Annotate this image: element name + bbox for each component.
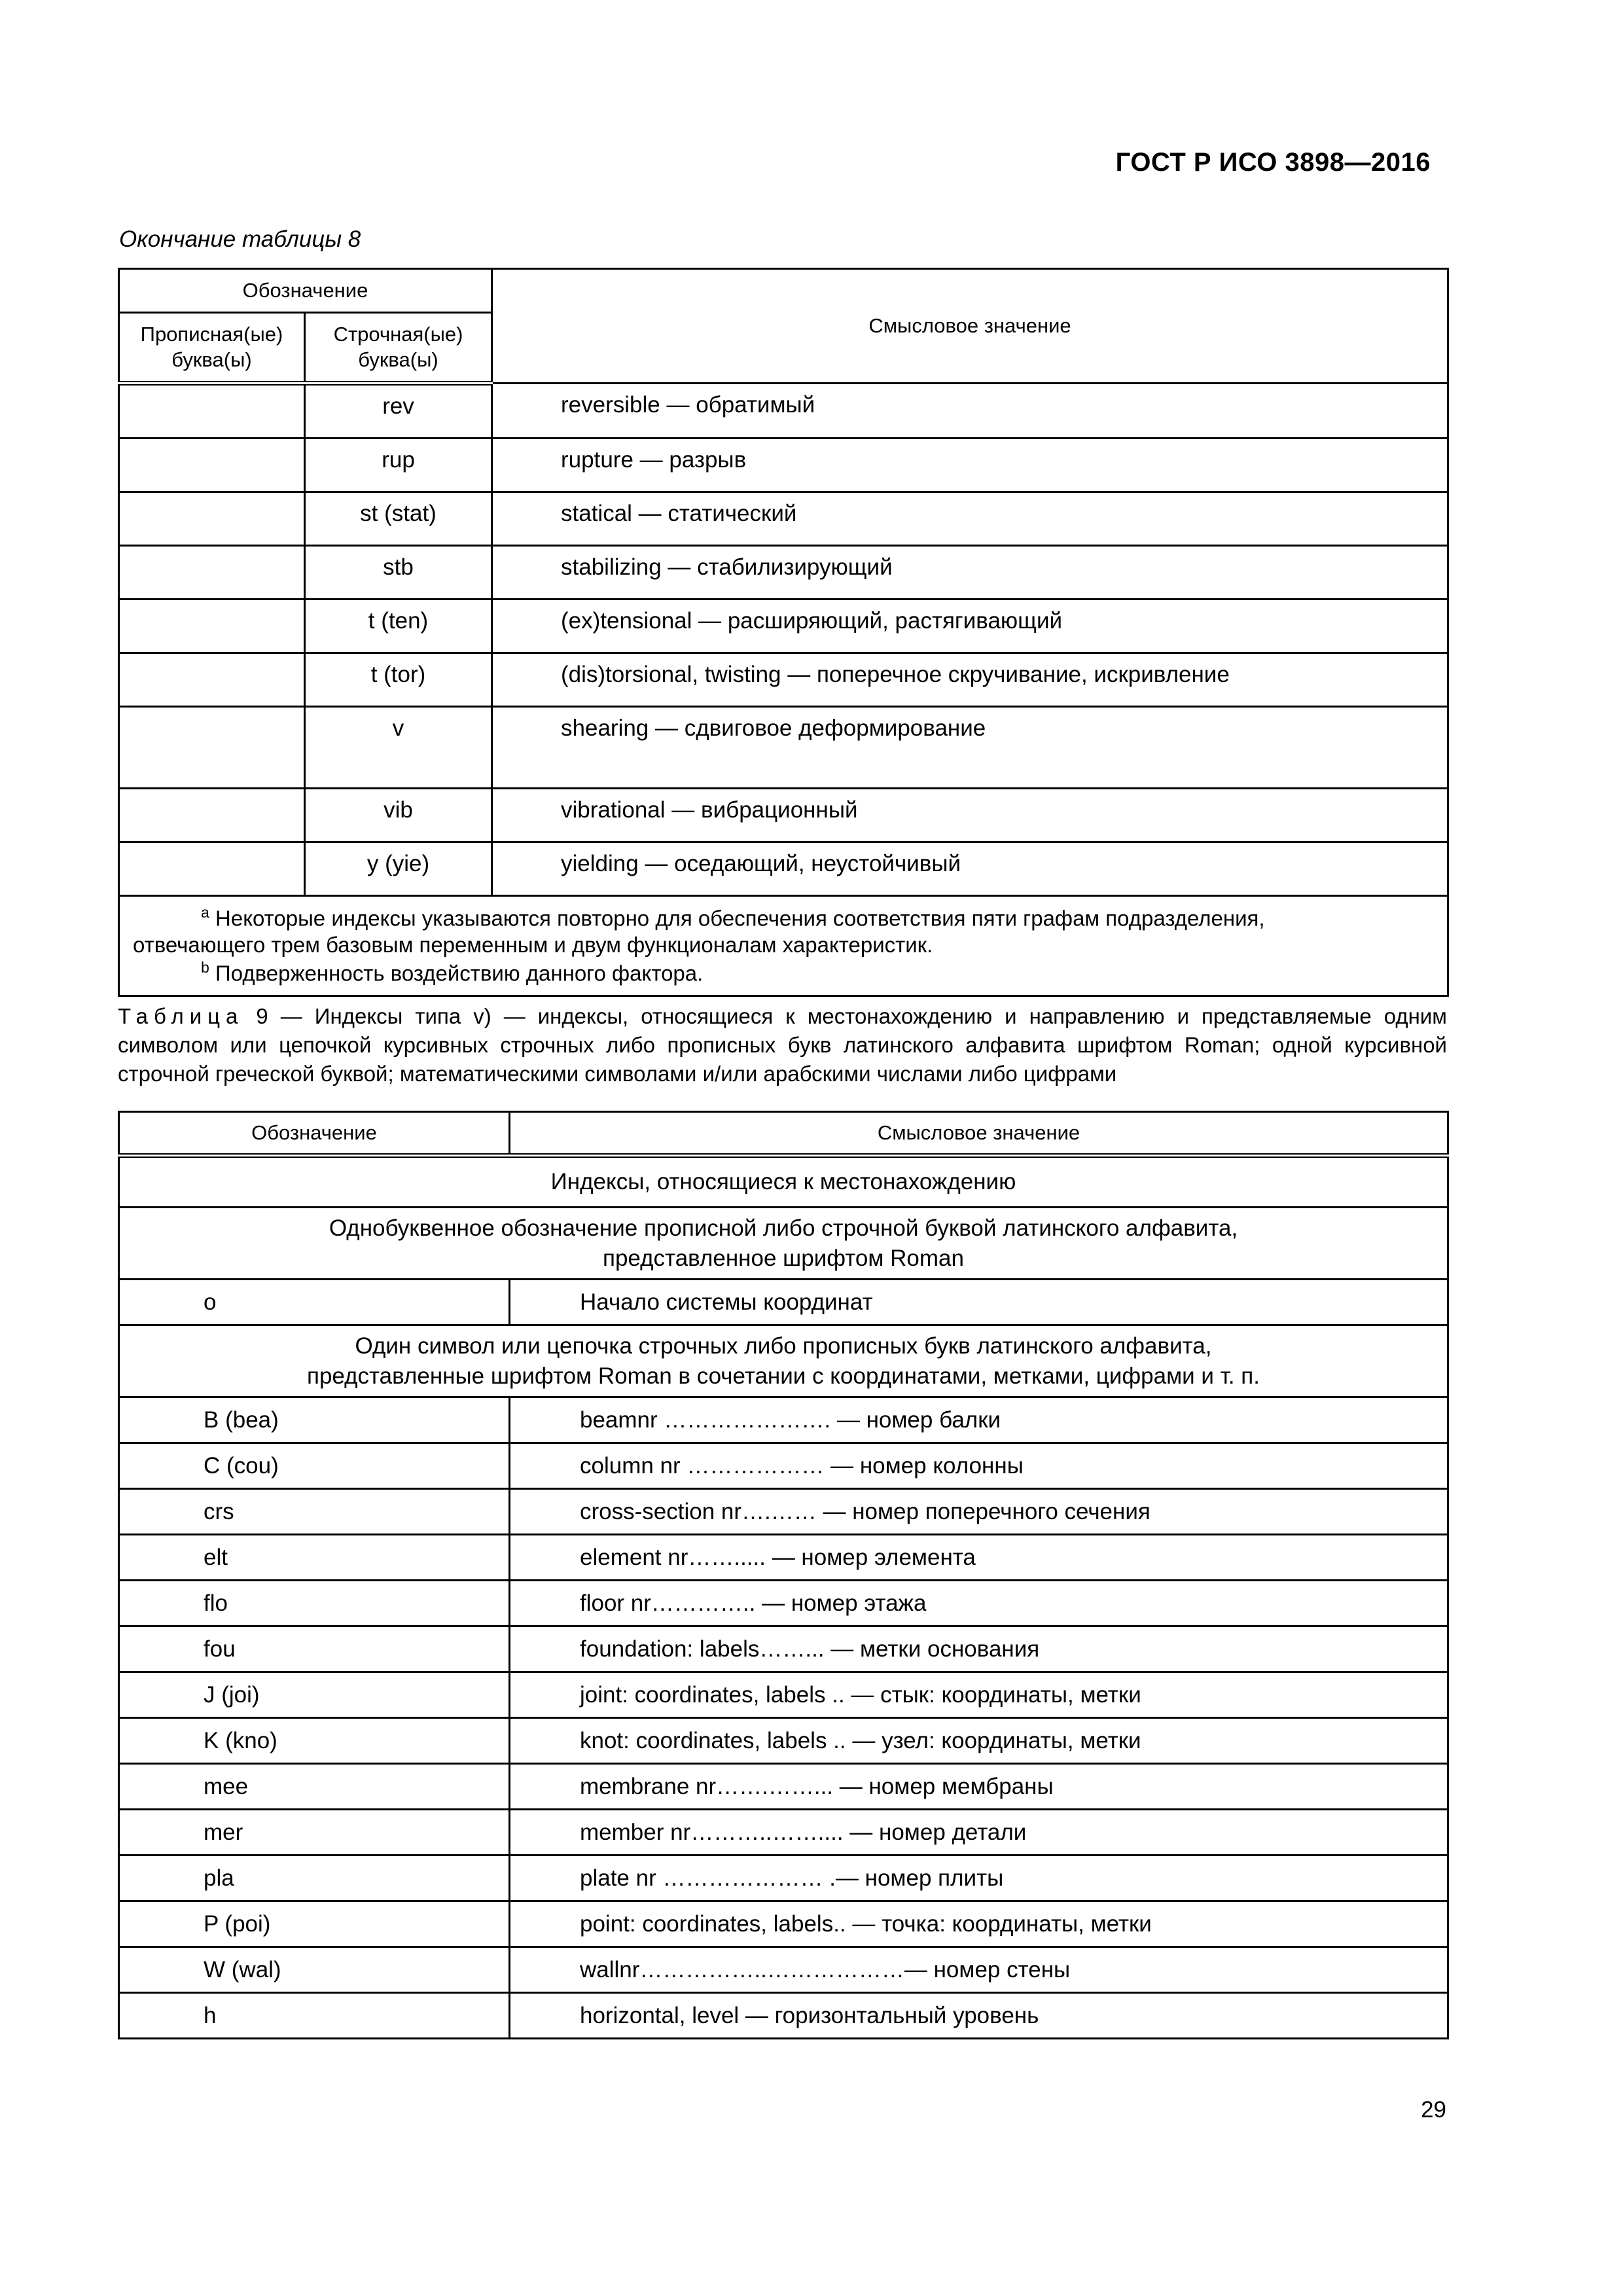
table-cell-meaning: reversible — обратимый <box>492 384 1448 439</box>
table-row <box>119 1397 1448 1443</box>
table-cell-meaning: plate nr ………………… .— номер плиты <box>510 1856 1448 1901</box>
footnote-b <box>133 958 1434 987</box>
table-row <box>119 1581 1448 1626</box>
table-row <box>119 1810 1448 1856</box>
table-cell-upper <box>119 789 305 842</box>
table9-header-meaning: Смысловое значение <box>510 1112 1448 1156</box>
table-row <box>119 439 1448 492</box>
table-cell-code: o <box>119 1280 510 1325</box>
table-row <box>119 1626 1448 1672</box>
table-row <box>119 1535 1448 1581</box>
table-cell-code: J (joi) <box>119 1672 510 1718</box>
table-cell-meaning: joint: coordinates, labels .. — стык: координаты, метки <box>510 1672 1448 1718</box>
table-cell-meaning: wallnr……………..………………— номер стены <box>510 1947 1448 1993</box>
table-cell-upper <box>119 600 305 653</box>
table9-caption-label: Таблица <box>118 1004 244 1028</box>
table-cell-code: flo <box>119 1581 510 1626</box>
table-cell-upper <box>119 546 305 600</box>
table-row <box>119 1856 1448 1901</box>
table9-section-location: Индексы, относящиеся к местонахождению <box>119 1156 1448 1208</box>
table8 <box>118 268 1449 997</box>
table-row <box>119 600 1448 653</box>
table-cell-meaning: foundation: labels……... — метки основания <box>510 1626 1448 1672</box>
table8-header-lowercase: Строчная(ые) буква(ы) <box>305 313 492 384</box>
table-cell-meaning: yielding — оседающий, неустойчивый <box>492 842 1448 896</box>
table9 <box>118 1111 1449 2039</box>
table-cell-lower: t (ten) <box>305 600 492 653</box>
table-cell-code: fou <box>119 1626 510 1672</box>
table8-header-uppercase: Прописная(ые) буква(ы) <box>119 313 305 384</box>
table-cell-code: crs <box>119 1489 510 1535</box>
table-row <box>119 1947 1448 1993</box>
table-cell-code: elt <box>119 1535 510 1581</box>
table-cell-code: h <box>119 1993 510 2039</box>
table-cell-lower: t (tor) <box>305 653 492 707</box>
table-cell-meaning: beamnr …………………. — номер балки <box>510 1397 1448 1443</box>
table-row <box>119 1718 1448 1764</box>
table9-subsection-single-letter <box>119 1208 1448 1280</box>
table-cell-code: pla <box>119 1856 510 1901</box>
table-cell-lower: st (stat) <box>305 492 492 546</box>
table-cell-meaning: vibrational — вибрационный <box>492 789 1448 842</box>
table-cell-meaning: stabilizing — стабилизирующий <box>492 546 1448 600</box>
table9-subsection-combined <box>119 1325 1448 1397</box>
footnote-a-line2: отвечающего трем базовым переменным и двум функционалам характеристик. <box>133 932 933 957</box>
table-row <box>119 842 1448 896</box>
table-row <box>119 1901 1448 1947</box>
table-cell-code: mee <box>119 1764 510 1810</box>
subsection-line: представленное шрифтом Roman <box>603 1245 964 1271</box>
table-cell-code: mer <box>119 1810 510 1856</box>
table-cell-code: W (wal) <box>119 1947 510 1993</box>
table-row <box>119 1280 1448 1325</box>
table-row <box>119 492 1448 546</box>
table9-caption <box>118 1002 1447 1088</box>
table-cell-code: C (cou) <box>119 1443 510 1489</box>
table-row <box>119 1672 1448 1718</box>
table8-header-designation: Обозначение <box>119 269 492 313</box>
table-cell-upper <box>119 492 305 546</box>
table-cell-code: P (poi) <box>119 1901 510 1947</box>
footnote-a-line1: Некоторые индексы указываются повторно для обеспечения соответствия пяти графам подразделения, <box>209 906 1265 931</box>
table-cell-meaning: cross-section nr….…… — номер поперечного сечения <box>510 1489 1448 1535</box>
table-cell-meaning: membrane nr…….……... — номер мембраны <box>510 1764 1448 1810</box>
page-number: 29 <box>1421 2097 1446 2123</box>
table8-footnotes <box>119 896 1448 996</box>
table-cell-meaning: point: coordinates, labels.. — точка: координаты, метки <box>510 1901 1448 1947</box>
table8-header-meaning: Смысловое значение <box>492 269 1448 384</box>
table-cell-upper <box>119 842 305 896</box>
table-row <box>119 384 1448 439</box>
table-cell-meaning: element nr……..... — номер элемента <box>510 1535 1448 1581</box>
table-row <box>119 1993 1448 2039</box>
footnote-a-mark: a <box>201 904 209 921</box>
table9-caption-text: 9 — Индексы типа v) — индексы, относящиеся к местонахождению и направлению и представляемые одним символом или цепочкой курсивных строчных либо прописных букв латинского алфавита шрифтом Roman; одной курсивной строчной греческой буквой; математическими символами и/или арабскими числами либо цифрами <box>118 1004 1447 1086</box>
standard-header: ГОСТ Р ИСО 3898—2016 <box>1115 148 1431 177</box>
table-cell-upper <box>119 439 305 492</box>
table-cell-meaning: horizontal, level — горизонтальный уровень <box>510 1993 1448 2039</box>
table-cell-lower: vib <box>305 789 492 842</box>
table-cell-code: K (kno) <box>119 1718 510 1764</box>
table-cell-meaning: floor nr………….. — номер этажа <box>510 1581 1448 1626</box>
table-cell-lower: rev <box>305 384 492 439</box>
footnote-b-mark: b <box>201 959 209 977</box>
table-cell-meaning: statical — статический <box>492 492 1448 546</box>
table-cell-meaning: (dis)torsional, twisting — поперечное скручивание, искривление <box>492 653 1448 707</box>
table-row <box>119 707 1448 789</box>
table-cell-meaning: knot: coordinates, labels .. — узел: координаты, метки <box>510 1718 1448 1764</box>
table-row <box>119 1443 1448 1489</box>
table-cell-meaning: column nr ……………… — номер колонны <box>510 1443 1448 1489</box>
subsection-line: Один символ или цепочка строчных либо прописных букв латинского алфавита, <box>355 1333 1212 1359</box>
table-cell-lower: v <box>305 707 492 789</box>
table-row <box>119 653 1448 707</box>
table-cell-lower: y (yie) <box>305 842 492 896</box>
table-cell-lower: rup <box>305 439 492 492</box>
table-cell-upper <box>119 707 305 789</box>
table-cell-meaning: (ex)tensional — расширяющий, растягивающий <box>492 600 1448 653</box>
table9-header-designation: Обозначение <box>119 1112 510 1156</box>
table-cell-meaning: shearing — сдвиговое деформирование <box>492 707 1448 789</box>
footnote-b-text: Подверженность воздействию данного фактора. <box>209 961 704 986</box>
table-row <box>119 1764 1448 1810</box>
table-cell-upper <box>119 653 305 707</box>
table-row <box>119 546 1448 600</box>
subsection-line: Однобуквенное обозначение прописной либо строчной буквой латинского алфавита, <box>329 1215 1238 1241</box>
table-row <box>119 1489 1448 1535</box>
table8-caption: Окончание таблицы 8 <box>119 226 361 252</box>
table-cell-upper <box>119 384 305 439</box>
footnote-a <box>133 903 1434 932</box>
table-cell-meaning: rupture — разрыв <box>492 439 1448 492</box>
table-cell-meaning: Начало системы координат <box>510 1280 1448 1325</box>
table-row <box>119 789 1448 842</box>
subsection-line: представленные шрифтом Roman в сочетании с координатами, метками, цифрами и т. п. <box>307 1363 1260 1389</box>
table-cell-meaning: member nr………..…….... — номер детали <box>510 1810 1448 1856</box>
table-cell-code: B (bea) <box>119 1397 510 1443</box>
table-cell-lower: stb <box>305 546 492 600</box>
